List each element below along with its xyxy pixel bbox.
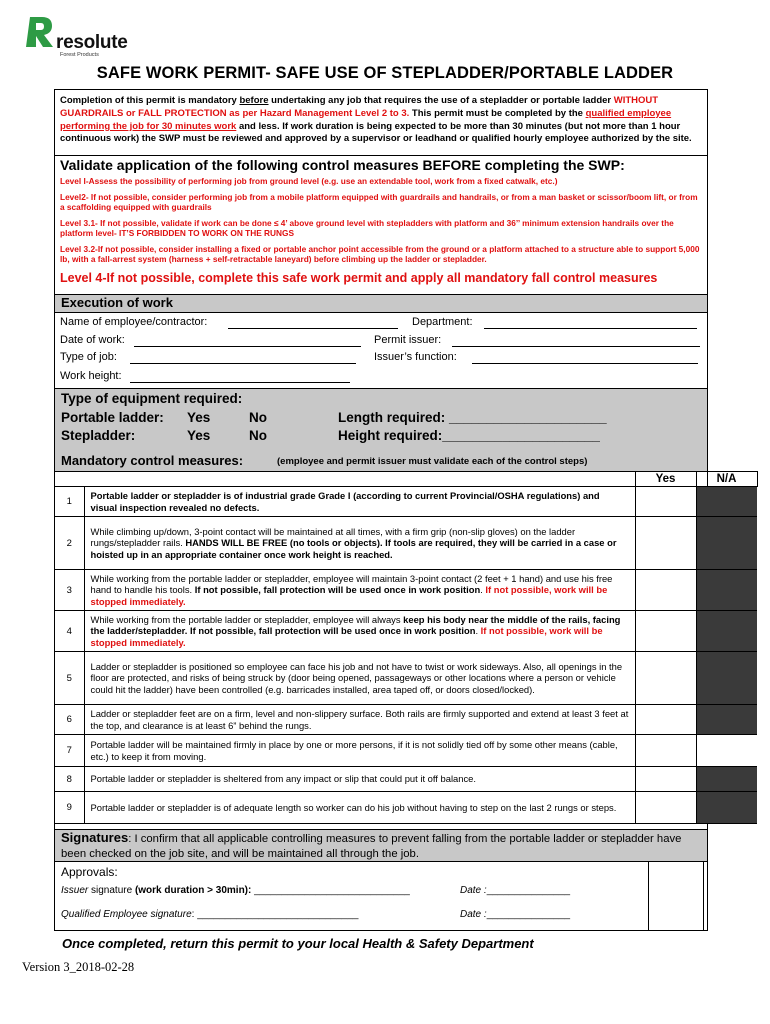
type-of-job-label: Type of job: bbox=[60, 351, 117, 363]
control-number: 8 bbox=[55, 767, 84, 792]
resolute-logo bbox=[22, 14, 132, 58]
control-text bbox=[84, 735, 635, 767]
approval-divider-2 bbox=[703, 861, 704, 930]
control-number: 7 bbox=[55, 735, 84, 767]
mandatory-note: (employee and permit issuer must validate each of the control steps) bbox=[277, 456, 588, 467]
name-label: Name of employee/contractor: bbox=[60, 316, 208, 328]
control-text bbox=[84, 517, 635, 570]
control-text bbox=[84, 705, 635, 735]
approval-divider bbox=[648, 861, 649, 930]
control-yes-cell[interactable] bbox=[635, 611, 696, 652]
control-row bbox=[55, 735, 757, 767]
mandatory-heading-bar bbox=[55, 451, 707, 472]
control-yes-cell[interactable] bbox=[635, 517, 696, 570]
control-row bbox=[55, 767, 757, 792]
department-field[interactable] bbox=[484, 328, 697, 329]
control-text-part: Portable ladder or stepladder is of industrial grade Grade I (according to current Provincial/OSHA regulations) and visual inspection revealed no defects. bbox=[90, 490, 600, 513]
approvals-block bbox=[55, 861, 707, 930]
control-number: 2 bbox=[55, 517, 84, 570]
control-text-part: . bbox=[480, 584, 486, 596]
execution-heading: Execution of work bbox=[61, 295, 173, 310]
control-na-cell[interactable] bbox=[696, 517, 757, 570]
control-row bbox=[55, 570, 757, 611]
control-text bbox=[84, 487, 635, 517]
date-field[interactable] bbox=[134, 346, 361, 347]
control-text-part: If not possible, fall protection will be used once in work position bbox=[194, 584, 481, 596]
control-table-header bbox=[55, 472, 757, 487]
control-text-part: While working from the portable ladder or stepladder, employee will always bbox=[90, 613, 404, 625]
stepladder-no[interactable]: No bbox=[249, 428, 267, 443]
logo-name: resolute bbox=[56, 32, 128, 53]
validate-heading: Validate application of the following control measures BEFORE completing the SWP: bbox=[60, 157, 625, 173]
control-row bbox=[55, 611, 757, 652]
control-yes-cell[interactable] bbox=[635, 705, 696, 735]
control-na-cell[interactable] bbox=[696, 767, 757, 792]
control-text bbox=[84, 652, 635, 705]
control-text-part: . bbox=[475, 625, 481, 637]
permit-issuer-label: Permit issuer: bbox=[374, 334, 442, 346]
version-label: Version 3_2018-02-28 bbox=[22, 960, 135, 974]
control-text bbox=[84, 570, 635, 611]
control-number: 6 bbox=[55, 705, 84, 735]
stepladder-label: Stepladder: bbox=[61, 428, 136, 443]
control-yes-cell[interactable] bbox=[635, 652, 696, 705]
level-1: Level I-Assess the possibility of performing job from ground level (e.g. use an extendable tool, work from a fixed catwalk, etc.) bbox=[60, 176, 558, 186]
execution-heading-bar bbox=[55, 294, 707, 313]
control-row bbox=[55, 487, 757, 517]
issuer-function-field[interactable] bbox=[472, 363, 698, 364]
control-text bbox=[84, 767, 635, 792]
length-required[interactable]: Length required: _____________________ bbox=[338, 410, 607, 425]
control-yes-cell[interactable] bbox=[635, 570, 696, 611]
level-2: Level2- If not possible, consider performing job from a mobile platform equipped with guardrails and handrails, or from a man basket or scissor/boom lift, or from a scaffolding equipped with guardrails bbox=[60, 191, 698, 212]
qualified-label: Qualified Employee bbox=[61, 909, 148, 920]
level-3-2: Level 3.2-If not possible, consider installing a fixed or portable anchor point accessible from the ground or a platform attached to a structure able to support 5,000 lb, with a fall-arrest system (harness + self-retractable laneyard) before climbing up the ladder or stepladder. bbox=[60, 243, 700, 264]
control-yes-cell[interactable] bbox=[635, 767, 696, 792]
control-text-part: Ladder or stepladder feet are on a firm, level and non-slippery surface. Both rails are firmly supported and extend at least 3 feet at the top, and clearance is at least 6” behind the rungs. bbox=[90, 708, 629, 731]
portable-yes[interactable]: Yes bbox=[187, 410, 211, 425]
control-na-cell[interactable] bbox=[696, 487, 757, 517]
control-text-part: If not possible, work will be stopped immediately. bbox=[90, 584, 608, 607]
issuer-function-label: Issuer’s function: bbox=[374, 351, 457, 363]
control-row bbox=[55, 705, 757, 735]
issuer-sig-text: signature bbox=[88, 885, 135, 896]
issuer-sig-line[interactable]: ____________________________ bbox=[251, 885, 410, 896]
control-row bbox=[55, 517, 757, 570]
resolute-logo-mark-icon bbox=[22, 14, 56, 48]
control-text-part: keep his body near the middle of the rails, facing the ladder/stepladder. If not possible, fall protection will be used once in work position bbox=[90, 613, 621, 637]
control-text-part: Portable ladder will be maintained firmly in place by one or more persons, if it is not solidly tied off by some other means (cable, etc.) to keep it from moving. bbox=[90, 739, 618, 762]
stepladder-yes[interactable]: Yes bbox=[187, 428, 211, 443]
control-na-cell[interactable] bbox=[696, 652, 757, 705]
control-text-part: If not possible, work will be stopped immediately. bbox=[90, 625, 603, 648]
control-number: 1 bbox=[55, 487, 84, 517]
issuer-date-line[interactable]: _______________ bbox=[486, 885, 571, 896]
type-of-job-field[interactable] bbox=[130, 363, 356, 364]
control-text-part: HANDS WILL BE FREE (no tools or objects). If tools are required, they will be carried in a case or hoisted up in an appropriate container once work height is reached. bbox=[90, 537, 617, 560]
intro-text-3: This permit must be completed by the bbox=[409, 107, 586, 119]
portable-ladder-label: Portable ladder: bbox=[61, 410, 164, 425]
control-text-part: Ladder or stepladder is positioned so employee can face his job and not have to twist or work sideways. Also, all openings in the floor are protected, and risks of being struck by (door being opened, passageways or other locations where a person or vehicle could hit the ladder) have been controlled (e.g. barricades installed, area taped off, or doors closed/locked). bbox=[90, 660, 623, 695]
intro-before: before bbox=[239, 95, 269, 106]
control-na-cell[interactable] bbox=[696, 735, 757, 767]
qualified-date-label: Date : bbox=[460, 909, 487, 920]
control-na-cell[interactable] bbox=[696, 611, 757, 652]
department-label: Department: bbox=[412, 316, 473, 328]
control-number: 9 bbox=[55, 792, 84, 824]
intro-text-4: and less bbox=[236, 120, 277, 132]
issuer-label: Issuer bbox=[61, 885, 89, 896]
qualified-date-row[interactable] bbox=[460, 909, 570, 920]
date-label: Date of work: bbox=[60, 334, 125, 346]
page-title: SAFE WORK PERMIT- SAFE USE OF STEPLADDER/PORTABLE LADDER bbox=[96, 64, 674, 82]
level-4: Level 4-If not possible, complete this safe work permit and apply all mandatory fall control measures bbox=[60, 270, 658, 285]
logo-subtitle: Forest Products bbox=[60, 52, 99, 58]
control-text-part: While climbing up/down, 3-point contact will be maintained at all times, with a firm grip (non-slip gloves) on the ladder rungs/stepladder rails. bbox=[90, 525, 576, 549]
control-row bbox=[55, 652, 757, 705]
control-number: 5 bbox=[55, 652, 84, 705]
name-field[interactable] bbox=[228, 328, 398, 329]
intro-red-under: qualified employee performing the job for 30 minutes work bbox=[60, 107, 672, 132]
control-na-cell[interactable] bbox=[696, 570, 757, 611]
control-text-part: Portable ladder or stepladder is of adequate length so worker can do his job without having to step on the last 2 rungs or steps. bbox=[90, 801, 617, 813]
height-required[interactable]: Height required:_____________________ bbox=[338, 428, 600, 443]
qualified-signature-row[interactable] bbox=[61, 909, 358, 920]
col-yes: Yes bbox=[635, 472, 696, 487]
control-number: 4 bbox=[55, 611, 84, 652]
col-na: N/A bbox=[696, 472, 757, 487]
footer-note: Once completed, return this permit to your local Health & Safety Department bbox=[62, 936, 534, 951]
issuer-date-label: Date : bbox=[460, 885, 487, 896]
qualified-sig-text: signature bbox=[147, 909, 192, 920]
control-text bbox=[84, 792, 635, 824]
control-yes-cell[interactable] bbox=[635, 792, 696, 824]
validate-section bbox=[60, 157, 704, 285]
control-text-part: While working from the portable ladder or stepladder, employee will maintain 3-point contact (2 feet + 1 hand) and use his free hand to handle his tools. bbox=[90, 572, 613, 596]
control-text-part: Portable ladder or stepladder is sheltered from any impact or slip that could put it off balance. bbox=[90, 773, 476, 785]
control-yes-cell[interactable] bbox=[635, 735, 696, 767]
work-height-field[interactable] bbox=[130, 382, 350, 383]
intro-red-1: WITHOUT GUARDRAILS or FALL PROTECTION as per Hazard Management Level 2 to 3. bbox=[60, 95, 659, 119]
permit-issuer-field[interactable] bbox=[452, 346, 700, 347]
control-na-cell[interactable] bbox=[696, 705, 757, 735]
qualified-sig-line[interactable]: : _____________________________ bbox=[191, 909, 359, 920]
issuer-duration: (work duration > 30min): bbox=[134, 885, 252, 896]
issuer-date-row[interactable] bbox=[460, 885, 570, 896]
issuer-signature-row[interactable] bbox=[61, 885, 410, 896]
level-3-1: Level 3.1- If not possible, validate if work can be done ≤ 4’ above ground level with stepladders with platform and 36’’ minimum extension handrails over the platform level- IT’S FORBIDDEN TO WORK ON THE RUNGS bbox=[60, 217, 674, 238]
control-number: 3 bbox=[55, 570, 84, 611]
approvals-label: Approvals: bbox=[61, 865, 118, 879]
control-text bbox=[84, 611, 635, 652]
qualified-date-line[interactable]: _______________ bbox=[486, 909, 571, 920]
equipment-heading: Type of equipment required: bbox=[61, 391, 243, 406]
work-height-label: Work height: bbox=[60, 370, 122, 382]
equipment-section bbox=[55, 388, 707, 452]
signatures-section bbox=[55, 829, 707, 862]
portable-no[interactable]: No bbox=[249, 410, 267, 425]
control-row bbox=[55, 792, 757, 824]
intro-paragraph bbox=[60, 95, 702, 146]
intro-text-5: . If work duration is being expected to be more than 30 minutes (but not more than 1 hour continuous work) the SWP must be reviewed and approved by a supervisor or leadhand or qualified hourly employee authorized by the site. bbox=[60, 120, 692, 145]
intro-text-2: undertaking any job that requires the use of a stepladder or portable ladder bbox=[268, 95, 614, 106]
signatures-heading: Signatures bbox=[61, 830, 129, 845]
mandatory-heading: Mandatory control measures: bbox=[61, 453, 244, 468]
control-na-cell[interactable] bbox=[696, 792, 757, 824]
control-yes-cell[interactable] bbox=[635, 487, 696, 517]
intro-text-1: Completion of this permit is mandatory bbox=[60, 95, 240, 106]
signatures-text: : I confirm that all applicable controlling measures to prevent falling from the portable ladder or stepladder have been checked on the job site, and will be maintained all through the job. bbox=[61, 833, 682, 860]
divider bbox=[55, 155, 707, 156]
control-table bbox=[55, 471, 758, 824]
